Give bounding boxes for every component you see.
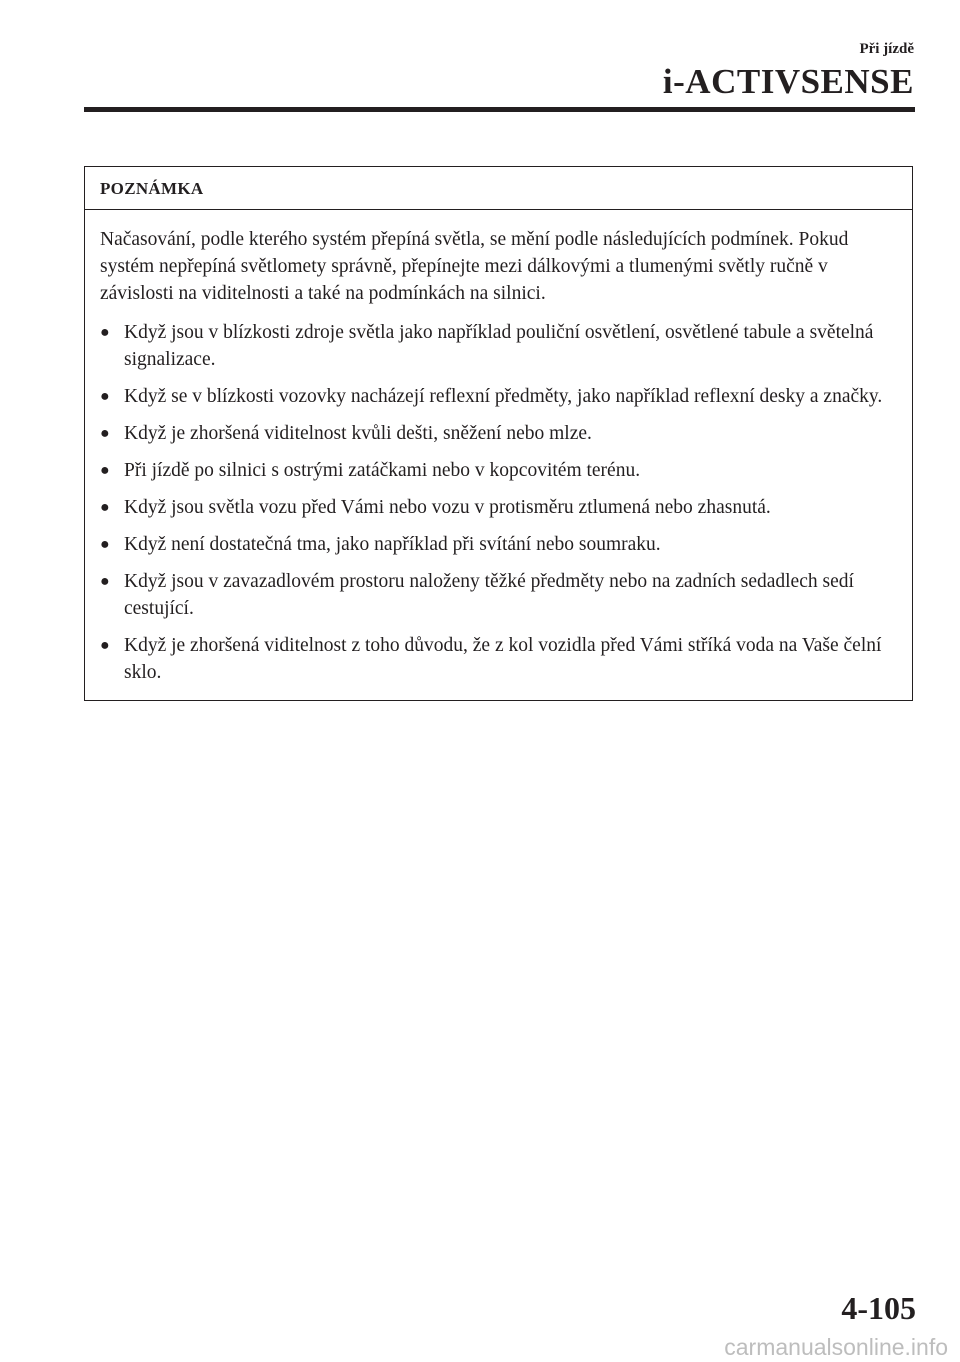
bullet-text: Když se v blízkosti vozovky nacházejí reflexní předměty, jako například reflexní desky a značky. xyxy=(124,386,883,407)
watermark: carmanualsonline.info xyxy=(724,1334,948,1360)
bullet-icon: ● xyxy=(100,425,110,442)
note-intro: Načasování, podle kterého systém přepíná světla, se mění podle následujících podmínek. Pokud systém nepřepíná světlomety správně, přepínejte mezi dálkovými a tlumenými světly ručně v závislosti na viditelnosti a také na podmínkách na silnici. xyxy=(100,229,849,304)
header-rule xyxy=(84,107,915,112)
note-box xyxy=(84,166,913,701)
bullet-text: Když je zhoršená viditelnost kvůli dešti, sněžení nebo mlze. xyxy=(124,423,592,444)
bullet-list xyxy=(100,319,896,686)
list-item xyxy=(100,494,896,521)
page-number: 4-105 xyxy=(841,1290,916,1326)
bullet-text: Když jsou světla vozu před Vámi nebo vozu v protisměru ztlumená nebo zhasnutá. xyxy=(124,497,771,518)
list-item xyxy=(100,568,896,622)
bullet-icon: ● xyxy=(100,499,110,516)
list-item xyxy=(100,457,896,484)
bullet-icon: ● xyxy=(100,324,110,341)
bullet-text: Při jízdě po silnici s ostrými zatáčkami nebo v kopcovitém terénu. xyxy=(124,460,641,481)
bullet-icon: ● xyxy=(100,388,110,405)
bullet-text: Když jsou v zavazadlovém prostoru naloženy těžké předměty nebo na zadních sedadlech sedí cestující. xyxy=(124,571,854,619)
note-heading: POZNÁMKA xyxy=(85,167,912,210)
bullet-icon: ● xyxy=(100,462,110,479)
list-item xyxy=(100,383,896,410)
bullet-icon: ● xyxy=(100,573,110,590)
list-item xyxy=(100,531,896,558)
bullet-text: Když jsou v blízkosti zdroje světla jako například pouliční osvětlení, osvětlené tabule a světelná signalizace. xyxy=(124,322,874,370)
bullet-icon: ● xyxy=(100,536,110,553)
bullet-text: Když není dostatečná tma, jako například při svítání nebo soumraku. xyxy=(124,534,661,555)
page-header xyxy=(663,40,914,102)
bullet-text: Když je zhoršená viditelnost z toho důvodu, že z kol vozidla před Vámi stříká voda na Vaše čelní sklo. xyxy=(124,635,882,683)
list-item xyxy=(100,319,896,373)
list-item xyxy=(100,420,896,447)
list-item xyxy=(100,632,896,686)
bullet-icon: ● xyxy=(100,637,110,654)
section-label: Při jízdě xyxy=(859,41,914,57)
note-body xyxy=(85,210,912,700)
chapter-title: i-ACTIVSENSE xyxy=(662,62,914,101)
